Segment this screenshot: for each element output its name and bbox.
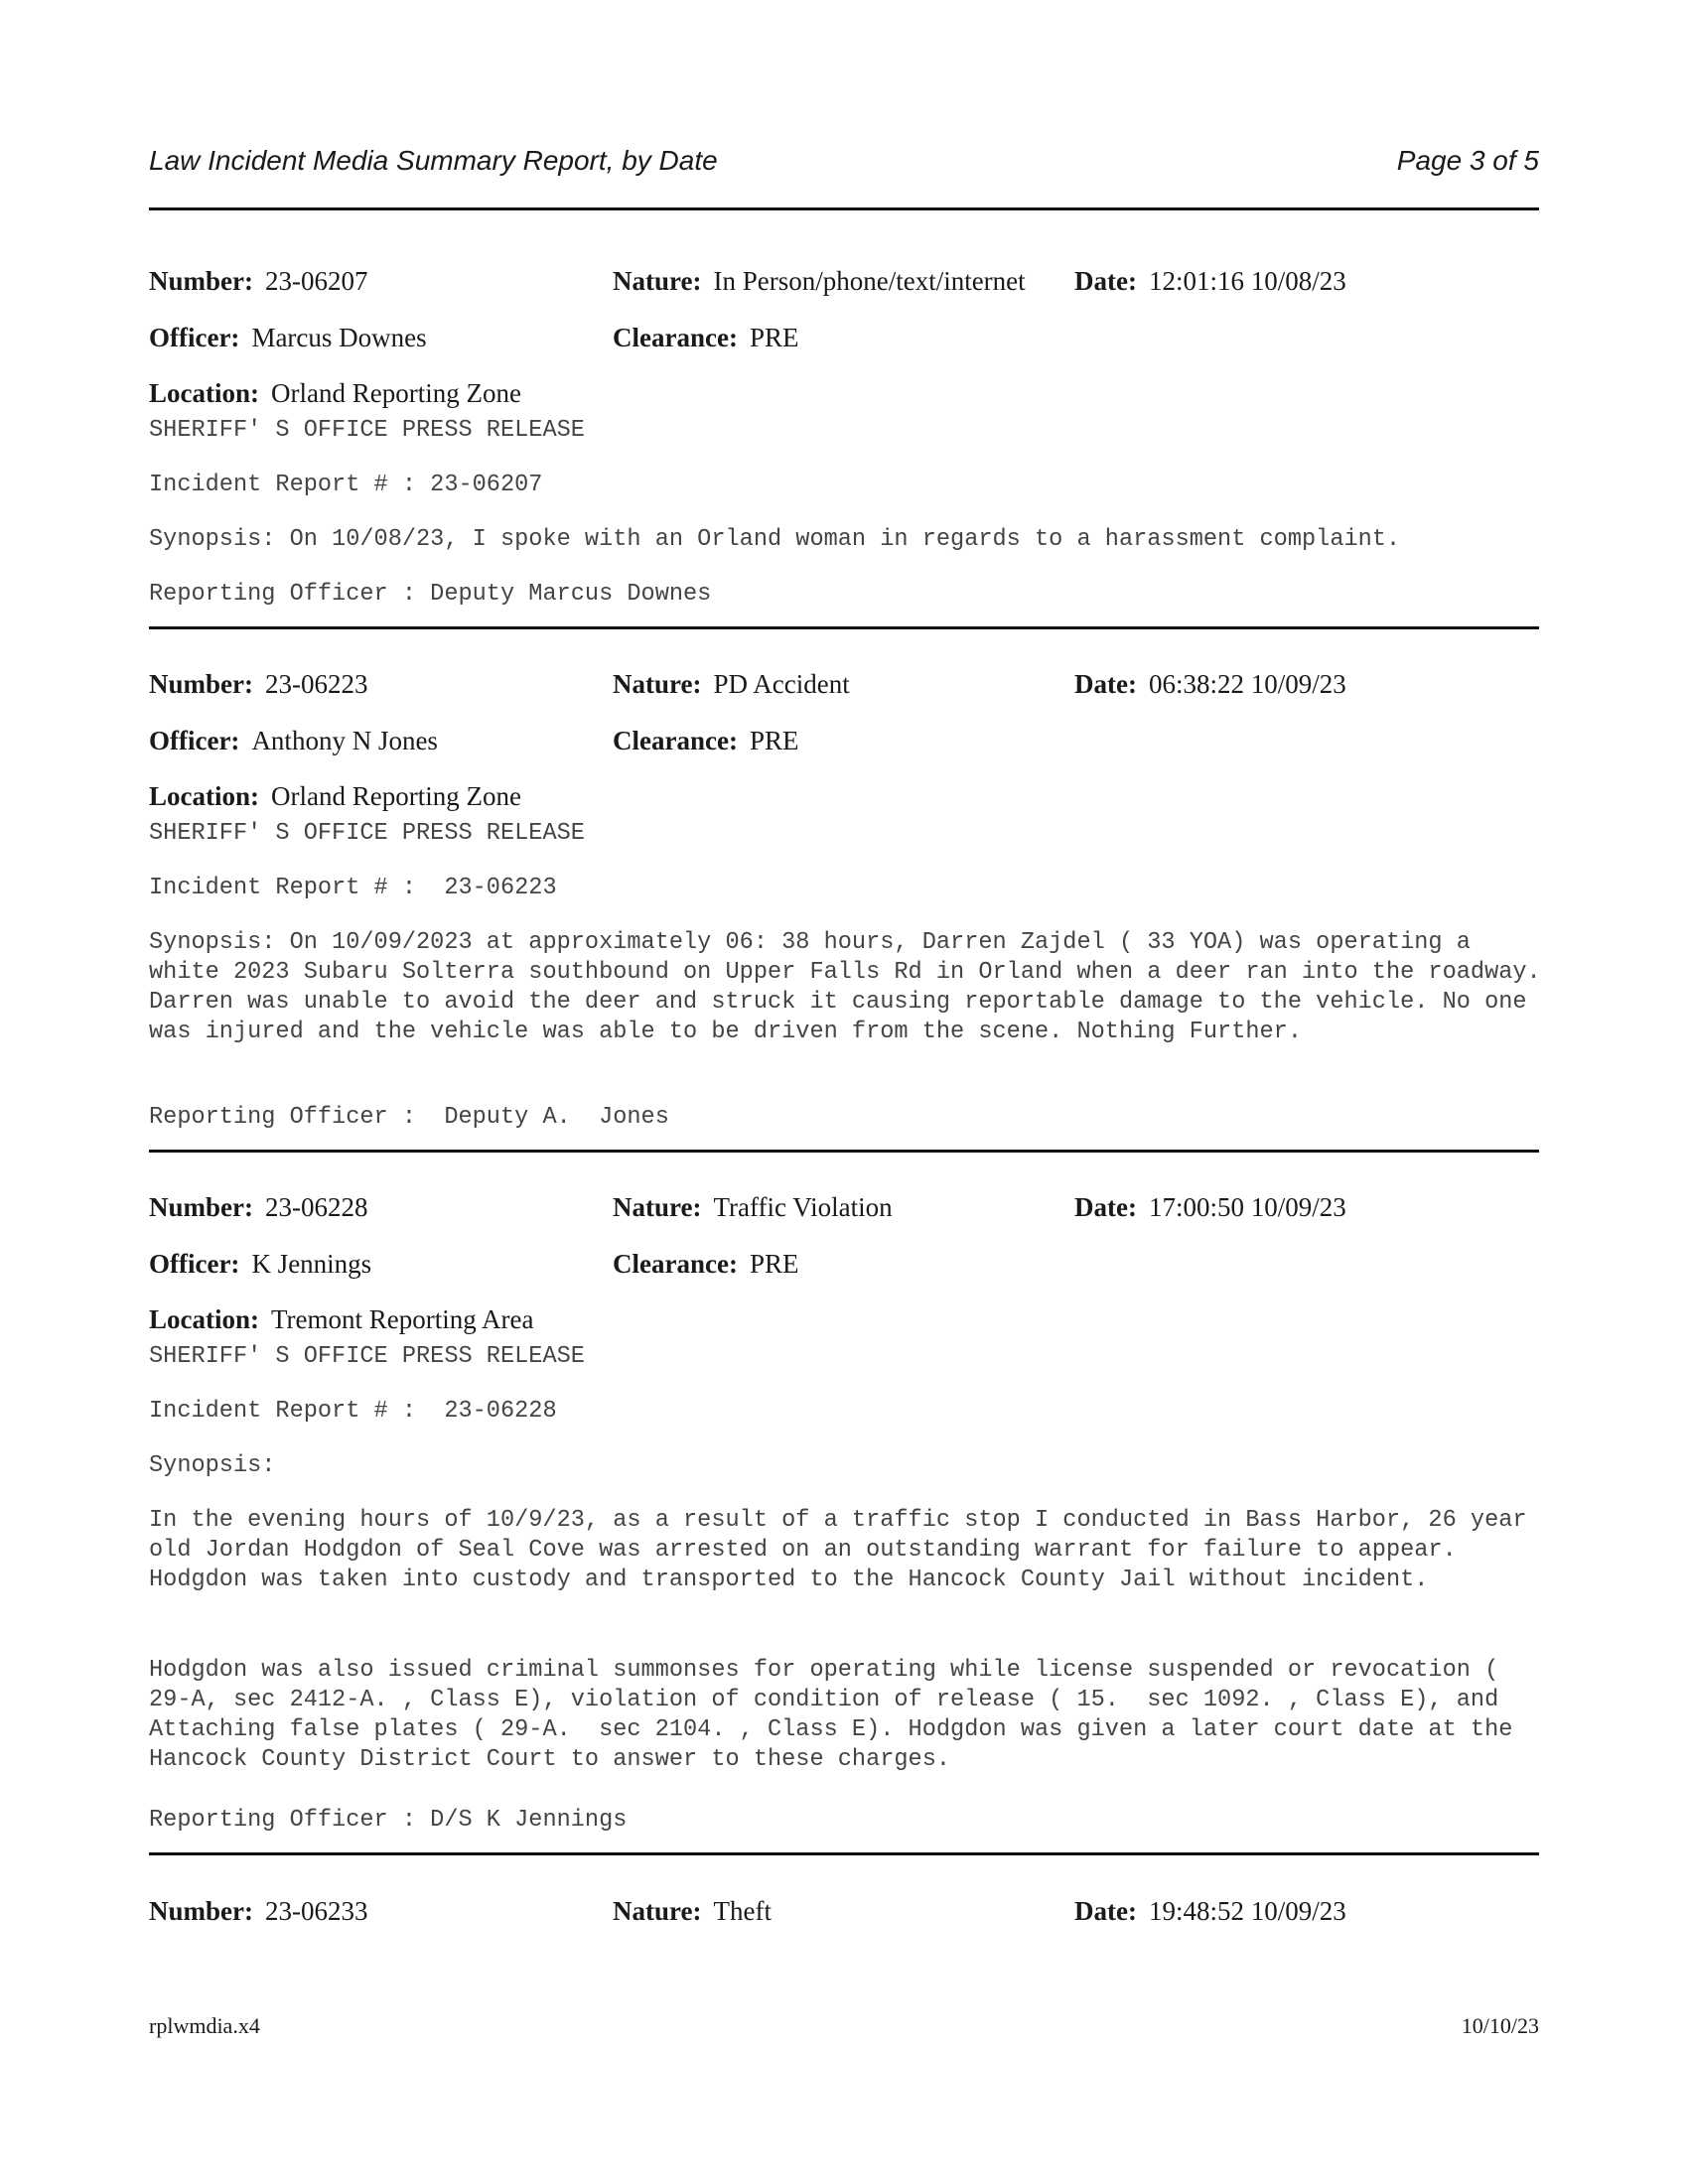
incident-nature: PD Accident [713,669,850,699]
incident-nature-field: Nature: Traffic Violation [613,1192,893,1222]
incident-number-field: Number: 23-06223 [149,669,368,699]
incident-number-field: Number: 23-06228 [149,1192,368,1222]
incident-number: 23-06233 [264,1896,368,1926]
incident-synopsis: Synopsis: On 10/09/2023 at approximately 06: 38 hours, Darren Zajdel ( 33 YOA) was operating a white 2023 Subaru Solterra southbound on Upper Falls Rd in Orland when a deer ran into the roadway. Darren was unable to avoid the deer and struck it causing reportable damage to the vehicle. No one was injured and the vehicle was able to be driven from the scene. Nothing Further. [149,929,1555,1045]
reporting-officer: Reporting Officer : D/S K Jennings [149,1807,628,1834]
incident-location-field: Location: Tremont Reporting Area [149,1304,534,1334]
incident-clearance-field: Clearance: PRE [613,1249,799,1279]
incident-number: 23-06228 [264,1192,368,1222]
incident-location-field: Location: Orland Reporting Zone [149,378,521,408]
incident-divider [149,1150,1539,1153]
incident-synopsis: Synopsis: On 10/08/23, I spoke with an Orland woman in regards to a harassment complaint. [149,526,1401,553]
header-divider [149,207,1539,210]
incident-divider [149,626,1539,629]
reporting-officer: Reporting Officer : Deputy A. Jones [149,1104,669,1131]
incident-location: Orland Reporting Zone [271,781,521,811]
page-header [149,145,1539,185]
incident-synopsis: Synopsis: [149,1452,276,1479]
synopsis-paragraph: Hodgdon was also issued criminal summonses for operating while license suspended or revocation ( 29-A, sec 2412-A. , Class E), violation of condition of release ( 15. sec 1092. , Class E), and Attaching false plates ( 29-A. sec 2104. , Class E). Hodgdon was given a later court date at the Hancock County District Court to answer to these charges. [149,1657,1527,1773]
reporting-officer: Reporting Officer : Deputy Marcus Downes [149,581,712,608]
incident-nature: Traffic Violation [713,1192,893,1222]
incident-date-field: Date: 06:38:22 10/09/23 [1074,669,1346,699]
incident-clearance: PRE [749,323,799,352]
incident-report-number: Incident Report # : 23-06207 [149,472,543,498]
synopsis-paragraph: In the evening hours of 10/9/23, as a result of a traffic stop I conducted in Bass Harbor, 26 year old Jordan Hodgdon of Seal Cove was arrested on an outstanding warrant for failure to appear. Hodgdon was taken into custody and transported to the Hancock County Jail without incident. [149,1507,1541,1593]
press-release-label: SHERIFF' S OFFICE PRESS RELEASE [149,820,585,847]
incident-divider [149,1852,1539,1855]
incident-clearance-field: Clearance: PRE [613,726,799,755]
incident-officer: Marcus Downes [251,323,427,352]
incident-nature: In Person/phone/text/internet [713,266,1026,296]
incident-date-field: Date: 12:01:16 10/08/23 [1074,266,1346,296]
report-title: Law Incident Media Summary Report, by Date [149,145,718,176]
incident-date: 17:00:50 10/09/23 [1148,1192,1346,1222]
incident-number-field: Number: 23-06233 [149,1896,368,1926]
incident-officer: K Jennings [251,1249,372,1279]
incident-date: 19:48:52 10/09/23 [1148,1896,1346,1926]
page-number: Page 3 of 5 [1396,145,1539,176]
incident-report-number: Incident Report # : 23-06223 [149,875,557,901]
press-release-label: SHERIFF' S OFFICE PRESS RELEASE [149,417,585,444]
footer-report-id: rplwmdia.x4 [149,2013,260,2038]
incident-location: Orland Reporting Zone [271,378,521,408]
incident-number-field: Number: 23-06207 [149,266,368,296]
incident-clearance: PRE [749,726,799,755]
incident-number: 23-06223 [264,669,368,699]
incident-nature-field: Nature: In Person/phone/text/internet [613,266,1026,296]
footer-date: 10/10/23 [1461,2013,1539,2038]
incident-nature-field: Nature: PD Accident [613,669,850,699]
incident-date-field: Date: 17:00:50 10/09/23 [1074,1192,1346,1222]
incident-officer-field: Officer: K Jennings [149,1249,372,1279]
incident-location: Tremont Reporting Area [271,1304,534,1334]
incident-clearance-field: Clearance: PRE [613,323,799,352]
incident-officer: Anthony N Jones [251,726,438,755]
incident-clearance: PRE [749,1249,799,1279]
incident-date-field: Date: 19:48:52 10/09/23 [1074,1896,1346,1926]
incident-date: 12:01:16 10/08/23 [1148,266,1346,296]
press-release-label: SHERIFF' S OFFICE PRESS RELEASE [149,1343,585,1370]
incident-officer-field: Officer: Anthony N Jones [149,726,438,755]
incident-location-field: Location: Orland Reporting Zone [149,781,521,811]
incident-report-number: Incident Report # : 23-06228 [149,1398,557,1425]
incident-date: 06:38:22 10/09/23 [1148,669,1346,699]
incident-nature: Theft [713,1896,772,1926]
incident-officer-field: Officer: Marcus Downes [149,323,427,352]
incident-nature-field: Nature: Theft [613,1896,772,1926]
incident-number: 23-06207 [264,266,368,296]
